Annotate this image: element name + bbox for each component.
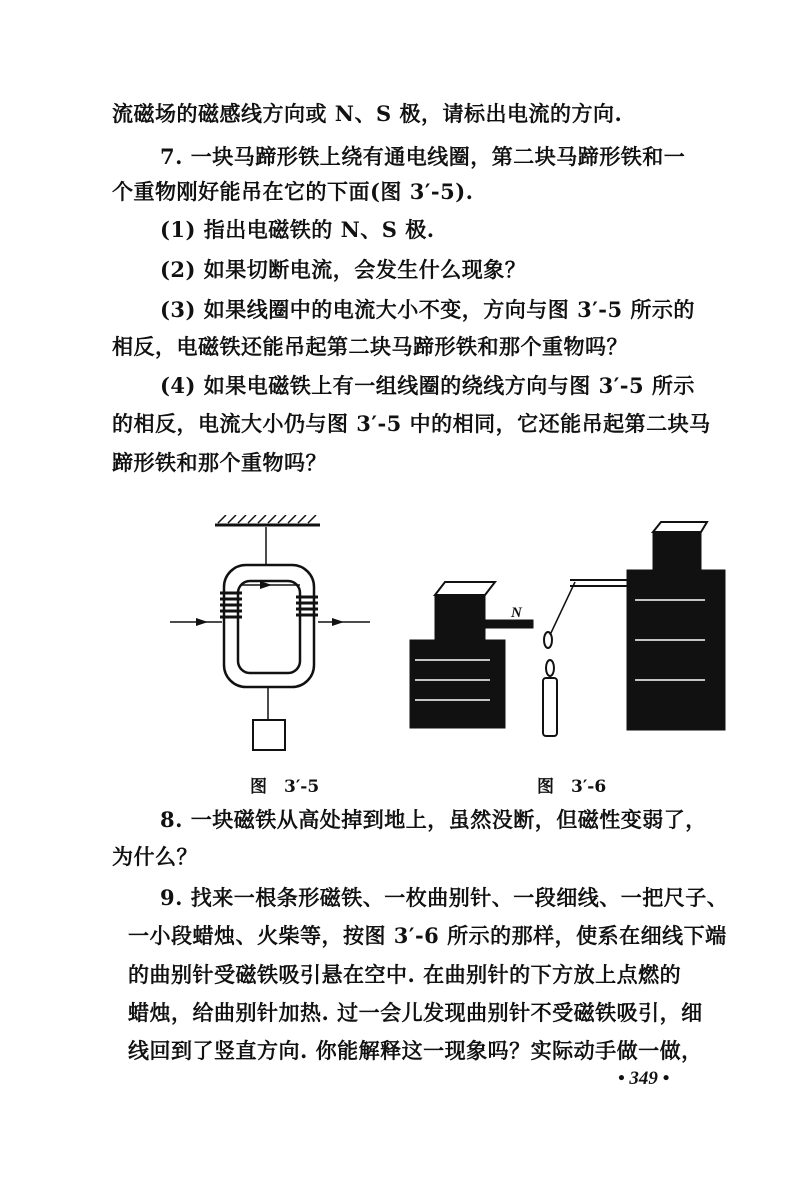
question-7-sub-4-line-1: (4) 如果电磁铁上有一组线圈的绕线方向与图 3′-5 所示 bbox=[160, 373, 695, 398]
question-7-sub-1: (1) 指出电磁铁的 N、S 极. bbox=[160, 217, 435, 242]
page-number: • 349 • bbox=[618, 1068, 670, 1089]
question-7-sub-3-line-1: (3) 如果线圈中的电流大小不变，方向与图 3′-5 所示的 bbox=[160, 297, 695, 322]
north-pole-label: N bbox=[511, 605, 522, 621]
question-7-line-2: 个重物刚好能吊在它的下面(图 3′-5). bbox=[112, 179, 474, 204]
figure-3-5-electromagnet-diagram bbox=[160, 515, 380, 760]
text-line-1: 流磁场的磁感线方向或 N、S 极，请标出电流的方向. bbox=[112, 101, 623, 126]
question-9-line-1: 9. 找来一根条形磁铁、一枚曲别针、一段细线、一把尺子、 bbox=[160, 885, 729, 910]
question-8-line-1: 8. 一块磁铁从高处掉到地上，虽然没断，但磁性变弱了， bbox=[160, 807, 707, 832]
question-7-line-1: 7. 一块马蹄形铁上绕有通电线圈，第二块马蹄形铁和一 bbox=[160, 144, 686, 169]
question-7-sub-4-line-3: 蹄形铁和那个重物吗？ bbox=[112, 450, 327, 475]
figure-3-6-books-magnet-candle-illustration bbox=[395, 520, 740, 740]
question-8-line-2: 为什么？ bbox=[112, 844, 198, 869]
question-7-sub-3-line-2: 相反，电磁铁还能吊起第二块马蹄形铁和那个重物吗？ bbox=[112, 334, 628, 359]
question-7-sub-2: (2) 如果切断电流，会发生什么现象？ bbox=[160, 257, 527, 282]
question-9-line-5: 线回到了竖直方向. 你能解释这一现象吗？实际动手做一做， bbox=[128, 1038, 703, 1063]
question-9-line-4: 蜡烛，给曲别针加热. 过一会儿发现曲别针不受磁铁吸引，细 bbox=[128, 1000, 703, 1025]
question-9-line-2: 一小段蜡烛、火柴等，按图 3′-6 所示的那样，使系在细线下端 bbox=[128, 923, 727, 948]
question-9-line-3: 的曲别针受磁铁吸引悬在空中. 在曲别针的下方放上点燃的 bbox=[128, 962, 682, 987]
figure-3-5-caption: 图 3′-5 bbox=[250, 777, 320, 797]
question-7-sub-4-line-2: 的相反，电流大小仍与图 3′-5 中的相同，它还能吊起第二块马 bbox=[112, 411, 711, 436]
figure-3-6-caption: 图 3′-6 bbox=[537, 777, 607, 797]
